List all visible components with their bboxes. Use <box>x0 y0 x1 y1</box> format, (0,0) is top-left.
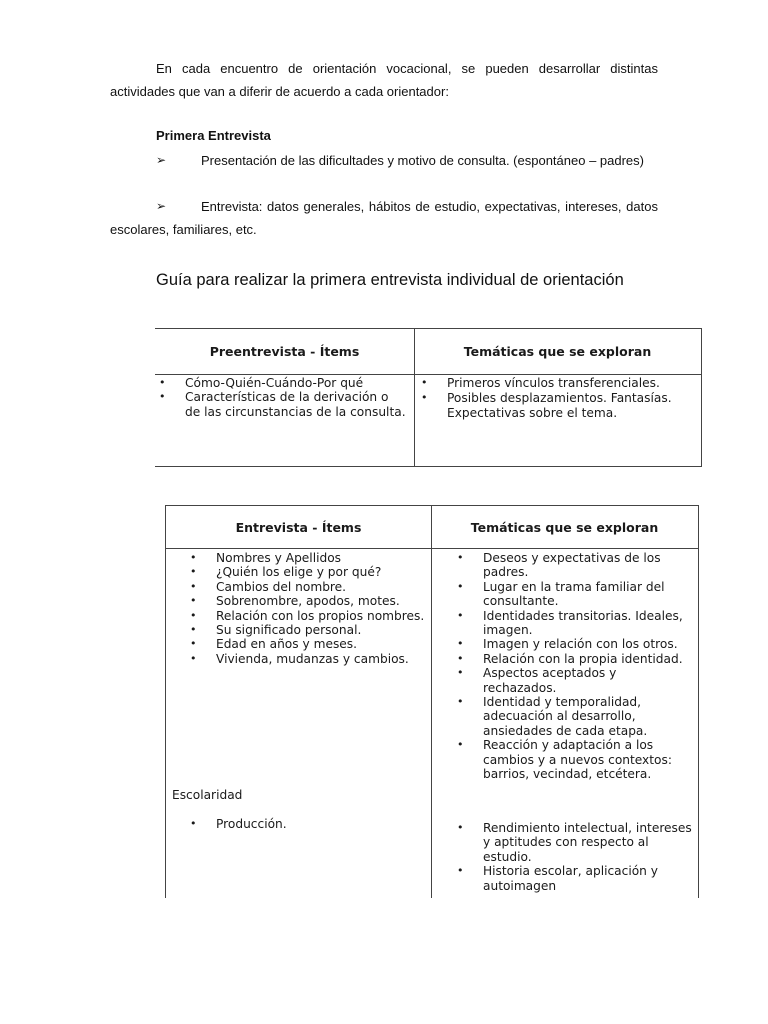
interview-table <box>165 505 699 898</box>
list-item: • ¿Quién los elige y por qué? <box>186 565 426 579</box>
column-divider <box>414 329 415 466</box>
list-item: • Aspectos aceptados y rechazados. <box>453 666 693 695</box>
arrow-bullet-icon: ➢ <box>156 199 167 213</box>
list-item: • Producción. <box>186 817 426 831</box>
list-item: • Primeros vínculos transferenciales. <box>417 376 695 390</box>
list-item: • Lugar en la trama familiar del consultante. <box>453 580 693 609</box>
list-item: • Cómo-Quién-Cuándo-Por qué <box>155 376 407 390</box>
list-item: • Cambios del nombre. <box>186 580 426 594</box>
column-divider <box>431 506 432 898</box>
list-item: • Posibles desplazamientos. Fantasías. Expectativas sobre el tema. <box>417 391 695 420</box>
schooling-topics-list <box>453 821 693 893</box>
list-item: • Imagen y relación con los otros. <box>453 637 693 651</box>
list-item: • Relación con la propia identidad. <box>453 652 693 666</box>
first-interview-bullet-1 <box>110 149 658 172</box>
table-header-cell: Entrevista - Ítems <box>235 519 362 535</box>
arrow-bullet-icon: ➢ <box>156 153 167 167</box>
table-header <box>155 329 701 375</box>
list-item: • Identidad y temporalidad, adecuación al desarrollo, ansiedades de cada etapa. <box>453 695 693 738</box>
list-item: • Relación con los propios nombres. <box>186 609 426 623</box>
first-interview-heading: Primera Entrevista <box>156 128 271 143</box>
preinterview-table <box>155 328 702 467</box>
list-item: • Vivienda, mudanzas y cambios. <box>186 652 426 666</box>
section-label-escolaridad: Escolaridad <box>172 788 243 802</box>
first-interview-bullet-2 <box>110 195 658 241</box>
table-header-cell: Preentrevista - Ítems <box>209 344 360 359</box>
list-item: • Reacción y adaptación a los cambios y a nuevos contextos: barrios, vecindad, etcétera. <box>453 738 693 781</box>
bullet-text: Presentación de las dificultades y motivo de consulta. (espontáneo – padres) <box>201 153 644 168</box>
list-item: • Nombres y Apellidos <box>186 551 426 565</box>
intro-paragraph: En cada encuentro de orientación vocacional, se pueden desarrollar distintas actividades que van a diferir de acuerdo a cada orientador: <box>110 61 658 99</box>
interview-topics-list <box>453 551 693 782</box>
preinterview-items-list <box>155 376 407 419</box>
table-header-cell: Temáticas que se exploran <box>470 519 659 535</box>
schooling-items-list <box>186 817 426 831</box>
list-item: • Identidades transitorias. Ideales, imagen. <box>453 609 693 638</box>
list-item: • Su significado personal. <box>186 623 426 637</box>
list-item: • Edad en años y meses. <box>186 637 426 651</box>
interview-items-list <box>186 551 426 666</box>
bullet-text: Entrevista: datos generales, hábitos de estudio, expectativas, intereses, datos escolares, familiares, etc. <box>110 199 658 237</box>
table-header <box>166 506 698 549</box>
guide-title: Guía para realizar la primera entrevista individual de orientación <box>156 271 624 289</box>
list-item: • Características de la derivación o de las circunstancias de la consulta. <box>155 390 407 419</box>
list-item: • Deseos y expectativas de los padres. <box>453 551 693 580</box>
list-item: • Rendimiento intelectual, intereses y aptitudes con respecto al estudio. <box>453 821 693 864</box>
list-item: • Historia escolar, aplicación y autoimagen <box>453 864 693 893</box>
table-header-cell: Temáticas que se exploran <box>463 344 652 359</box>
list-item: • Sobrenombre, apodos, motes. <box>186 594 426 608</box>
preinterview-topics-list <box>417 376 695 420</box>
